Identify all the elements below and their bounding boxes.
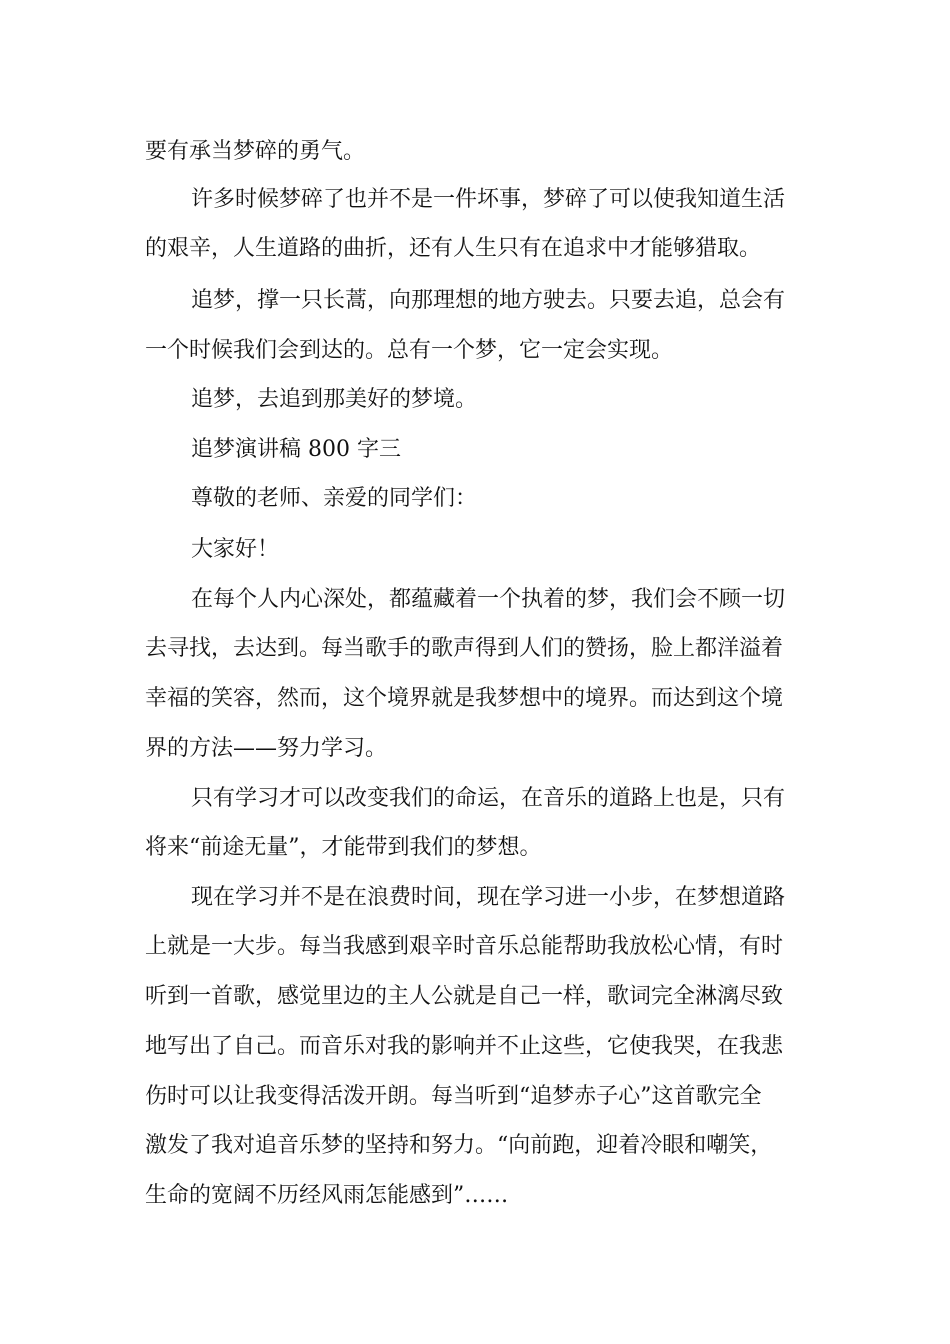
text-line: 要有承当梦碎的勇气。 (145, 139, 366, 164)
text-line: 伤时可以让我变得活泼开朗。每当听到“追梦赤子心”这首歌完全 (145, 1084, 762, 1109)
text-line: 许多时候梦碎了也并不是一件坏事，梦碎了可以使我知道生活 (191, 187, 786, 212)
text-line: 激发了我对追音乐梦的坚持和努力。“向前跑，迎着冷眼和嘲笑， (145, 1133, 773, 1158)
text-line: 听到一首歌，感觉里边的主人公就是自己一样，歌词完全淋漓尽致 (145, 984, 784, 1009)
text-line: 将来“前途无量”，才能带到我们的梦想。 (145, 835, 542, 860)
text-line: 追梦，撑一只长蒿，向那理想的地方驶去。只要去追，总会有 (191, 288, 786, 313)
text-line: 只有学习才可以改变我们的命运，在音乐的道路上也是，只有 (191, 786, 786, 811)
section-heading: 追梦演讲稿 800 字三 (191, 437, 401, 462)
text-line: 追梦，去追到那美好的梦境。 (191, 387, 478, 412)
greeting: 大家好！ (191, 537, 280, 562)
text-line: 的艰辛，人生道路的曲折，还有人生只有在追求中才能够猎取。 (145, 236, 762, 261)
text-line: 现在学习并不是在浪费时间，现在学习进一小步，在梦想道路 (191, 885, 786, 910)
text-line: 上就是一大步。每当我感到艰辛时音乐总能帮助我放松心情，有时 (145, 934, 784, 959)
text-line: 幸福的笑容，然而，这个境界就是我梦想中的境界。而达到这个境 (145, 686, 784, 711)
text-line: 在每个人内心深处，都蕴藏着一个执着的梦，我们会不顾一切 (191, 587, 786, 612)
text-line: 生命的宽阔不历经风雨怎能感到”…… (145, 1183, 509, 1208)
text-line: 界的方法——努力学习。 (145, 736, 388, 761)
text-line: 去寻找，去达到。每当歌手的歌声得到人们的赞扬，脸上都洋溢着 (145, 636, 784, 661)
salutation: 尊敬的老师、亲爱的同学们： (191, 486, 478, 511)
text-line: 一个时候我们会到达的。总有一个梦，它一定会实现。 (145, 338, 674, 363)
text-line: 地写出了自己。而音乐对我的影响并不止这些，它使我哭，在我悲 (145, 1034, 784, 1059)
